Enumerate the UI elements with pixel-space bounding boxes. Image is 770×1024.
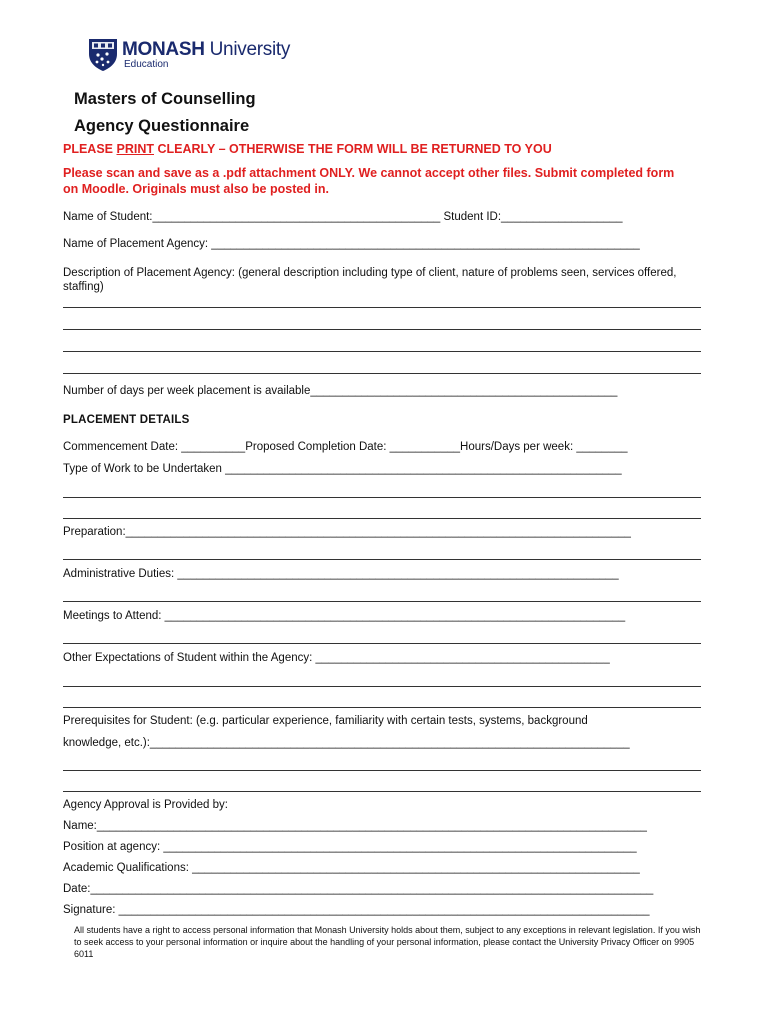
approver-name-field[interactable]: Name:______________________________________________________________________________________ xyxy=(63,820,647,832)
other-expectations-field[interactable]: Other Expectations of Student within the Agency: ______________________________________________ xyxy=(63,652,610,664)
placement-dates-field[interactable]: Commencement Date: __________Proposed Completion Date: ___________Hours/Days per week: ________ xyxy=(63,441,628,453)
logo-brand-rest: University xyxy=(204,39,291,60)
agency-description-line[interactable] xyxy=(63,329,701,330)
placement-details-heading: PLACEMENT DETAILS xyxy=(63,414,190,426)
other-expectations-line[interactable] xyxy=(63,707,701,708)
type-of-work-line[interactable] xyxy=(63,497,701,498)
monash-logo xyxy=(88,38,318,72)
privacy-notice: All students have a right to access personal information that Monash University holds about them, subject to any exceptions in relevant legislation. If you wish to seek access to your personal information or inquire about the handling of your personal information, please contact the University Privacy Officer on 9905 6011 xyxy=(74,925,701,959)
approver-position-field[interactable]: Position at agency: __________________________________________________________________________ xyxy=(63,841,637,853)
agency-description-line[interactable] xyxy=(63,307,701,308)
preparation-field[interactable]: Preparation:_______________________________________________________________________________ xyxy=(63,526,631,538)
approval-date-field[interactable]: Date:________________________________________________________________________________________ xyxy=(63,883,654,895)
scan-notice: Please scan and save as a .pdf attachment ONLY. We cannot accept other files. Submit completed form on Moodle. Originals must also be posted in. xyxy=(63,166,675,196)
prerequisites-field[interactable]: knowledge, etc.):___________________________________________________________________________ xyxy=(63,737,630,749)
agency-description-label: Description of Placement Agency: (general description including type of client, nature of problems seen, services offered, staffing) xyxy=(63,267,677,293)
other-expectations-line[interactable] xyxy=(63,686,701,687)
prerequisites-line[interactable] xyxy=(63,791,701,792)
print-notice xyxy=(63,142,552,156)
student-name-field[interactable]: Name of Student:_____________________________________________ Student ID:___________________ xyxy=(63,211,623,223)
crest-icon xyxy=(88,38,118,72)
logo-subtitle: Education xyxy=(124,59,169,70)
prerequisites-label: Prerequisites for Student: (e.g. particular experience, familiarity with certain tests, systems, background xyxy=(63,715,588,727)
agency-description-line[interactable] xyxy=(63,373,701,374)
agency-description-line[interactable] xyxy=(63,351,701,352)
meetings-field[interactable]: Meetings to Attend: ________________________________________________________________________ xyxy=(63,610,626,622)
form-title: Masters of Counselling xyxy=(74,90,256,108)
agency-name-field[interactable]: Name of Placement Agency: ___________________________________________________________________ xyxy=(63,238,640,250)
type-of-work-field[interactable]: Type of Work to be Undertaken ______________________________________________________________ xyxy=(63,463,622,475)
type-of-work-line[interactable] xyxy=(63,518,701,519)
print-notice-emphasis: PRINT xyxy=(116,142,154,156)
print-notice-suffix: CLEARLY – OTHERWISE THE FORM WILL BE RETURNED TO YOU xyxy=(154,142,552,156)
days-per-week-field[interactable]: Number of days per week placement is available________________________________________________ xyxy=(63,385,618,397)
approver-qualifications-field[interactable]: Academic Qualifications: ______________________________________________________________________ xyxy=(63,862,640,874)
administrative-duties-field[interactable]: Administrative Duties: _____________________________________________________________________ xyxy=(63,568,619,580)
logo-wordmark xyxy=(122,39,290,61)
prerequisites-line[interactable] xyxy=(63,770,701,771)
approver-signature-field[interactable]: Signature: ___________________________________________________________________________________ xyxy=(63,904,650,916)
form-subtitle: Agency Questionnaire xyxy=(74,117,250,135)
print-notice-prefix: PLEASE xyxy=(63,142,117,156)
approval-heading: Agency Approval is Provided by: xyxy=(63,799,228,811)
administrative-duties-line[interactable] xyxy=(63,601,701,602)
preparation-line[interactable] xyxy=(63,559,701,560)
logo-brand-bold: MONASH xyxy=(122,39,205,60)
meetings-line[interactable] xyxy=(63,643,701,644)
